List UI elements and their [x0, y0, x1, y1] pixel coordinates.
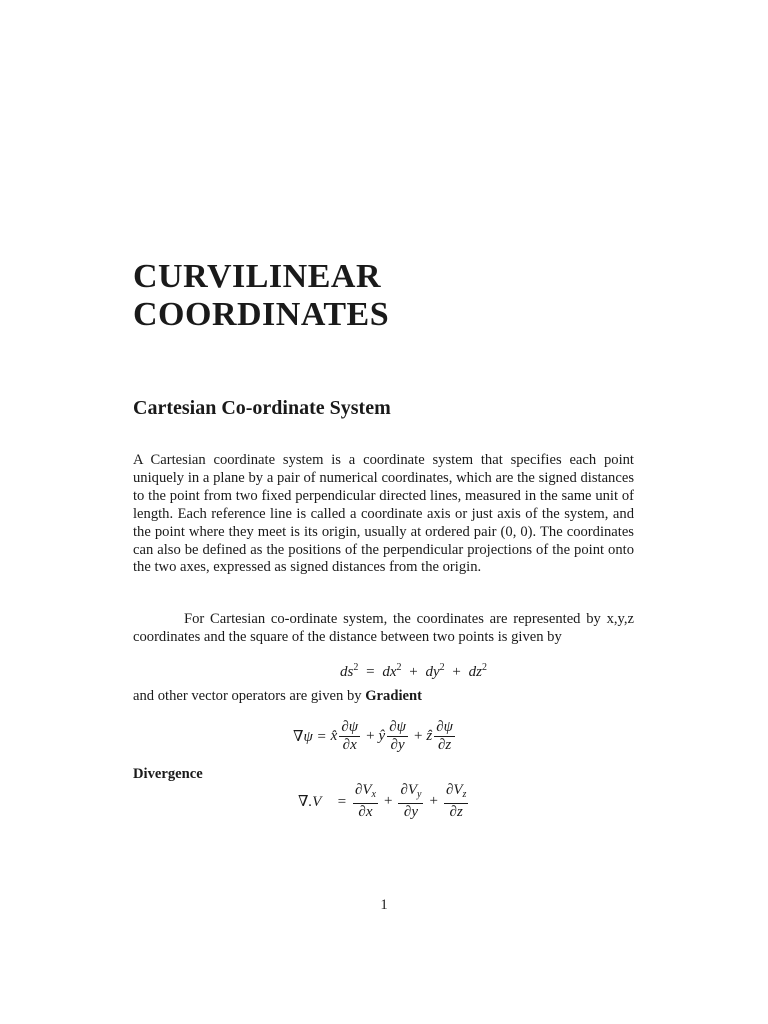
section-title: Cartesian Co-ordinate System [133, 397, 391, 419]
chapter-title-line2: COORDINATES [133, 296, 390, 333]
equation-gradient: ∇ψ = x̂ $\frac{\partial\psi}{\partial x}$ + ŷ $\frac{\partial\psi}{\partial y}$ + ẑ $\frac{\partial\psi}{\partial z}$ [293, 719, 453, 753]
chapter-title-line1: CURVILINEAR [133, 258, 381, 295]
equation-divergence: ∇.V⃗ = $\frac{\partial V_x}{\partial x}$ + $\frac{\partial V_y}{\partial y}$ + $\frac{\partial V_z}{\partial z}$ [298, 782, 467, 820]
page-number: 1 [380, 897, 388, 913]
paragraph-distance-intro: For Cartesian co-ordinate system, the coordinates are represented by x,y,z coordinates and the square of the distance between two points is given by [133, 611, 634, 645]
gradient-label: Gradient [365, 688, 422, 704]
fraction-dvx-dx: $\frac{\partial V_x}{\partial x}$ [354, 782, 376, 820]
fraction-dpsi-dy: $\frac{\partial\psi}{\partial y}$ [389, 719, 406, 753]
paragraph-cartesian-definition: A Cartesian coordinate system is a coordinate system that specifies each point uniquely in a plane by a pair of numerical coordinates, which are the signed distances to the point from two fixed perpendicular directed lines, measured in the same unit of length. Each reference line is called a coordinate axis or just axis of the system, and the point where they meet is its origin, usually at ordered pair (0, 0). The coordinates can also be defined as the positions of the perpendicular projections of the point onto the two axes, expressed as signed distances from the origin. [133, 452, 634, 576]
fraction-dpsi-dz: $\frac{\partial\psi}{\partial z}$ [436, 719, 453, 753]
paragraph-operators-intro: and other vector operators are given by Gradient [133, 688, 422, 704]
fraction-dvy-dy: $\frac{\partial V_y}{\partial y}$ [400, 782, 422, 820]
equation-distance: $ds^2 = dx^2 + dy^2 + dz^2$ [340, 662, 487, 680]
divergence-label: Divergence [133, 766, 203, 782]
fraction-dvz-dz: $\frac{\partial V_z}{\partial z}$ [445, 782, 467, 820]
chapter-title [133, 258, 653, 334]
fraction-dpsi-dx: $\frac{\partial\psi}{\partial x}$ [341, 719, 359, 753]
